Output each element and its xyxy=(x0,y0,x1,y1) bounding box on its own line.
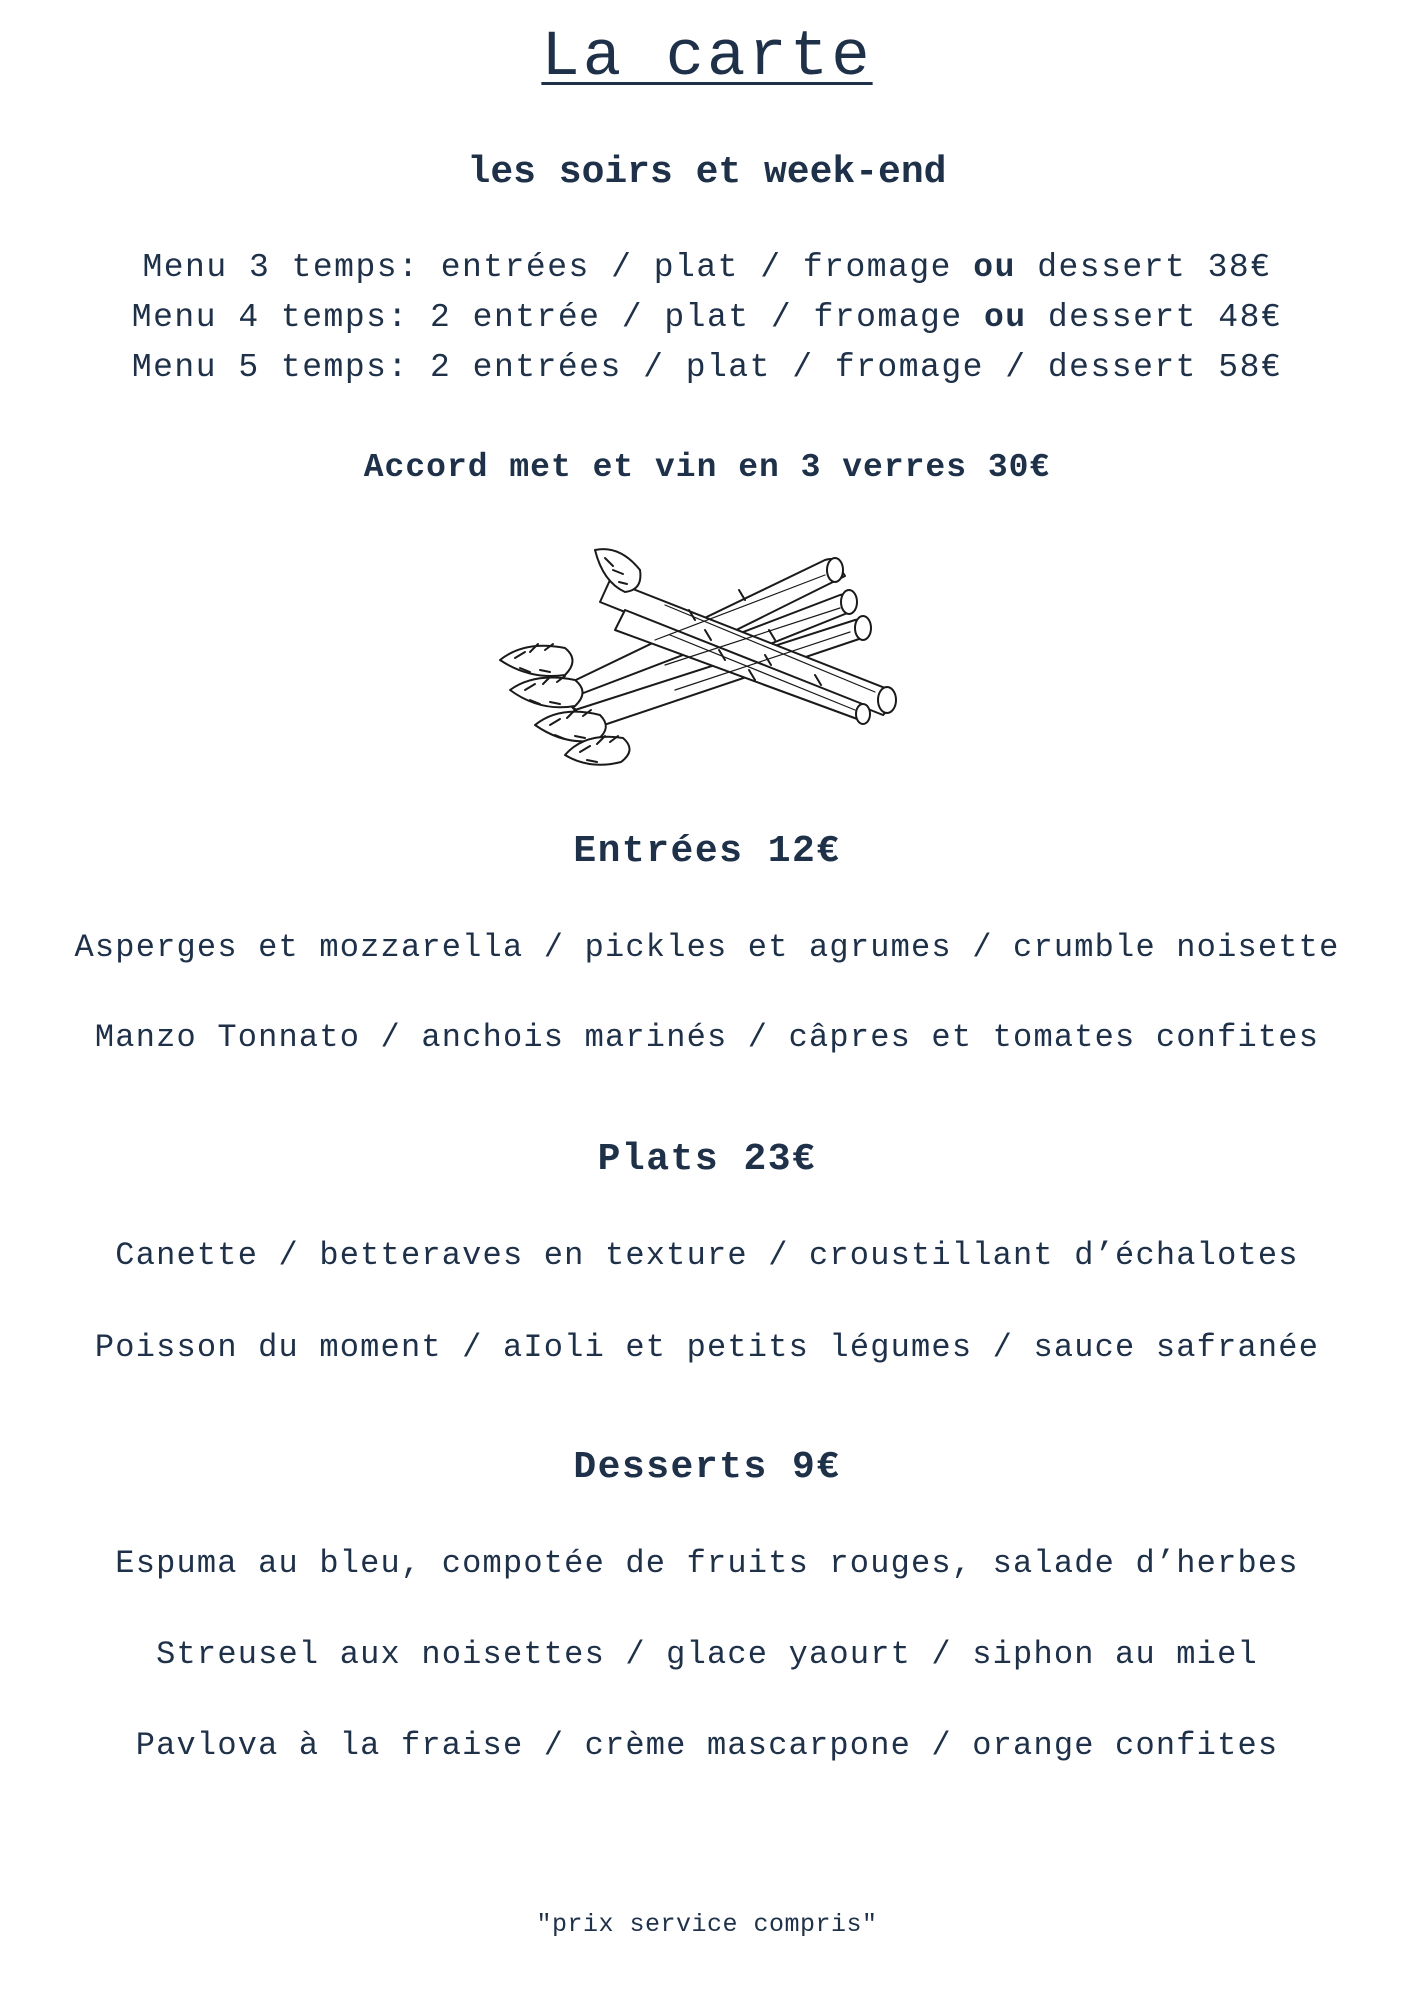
menu-text: dessert 48€ xyxy=(1026,299,1283,336)
menu-text: Menu 5 temps: 2 entrées / plat / fromage / dessert 58€ xyxy=(131,349,1283,386)
dish-dessert-2: Streusel aux noisettes / glace yaourt / siphon au miel xyxy=(156,1636,1258,1673)
service-note: "prix service compris" xyxy=(536,1910,878,1939)
menu-text: Menu 3 temps: entrées / plat / fromage xyxy=(142,249,974,286)
asparagus-illustration xyxy=(495,540,925,770)
menu-text: dessert 38€ xyxy=(1015,249,1272,286)
menu-subtitle: les soirs et week-end xyxy=(467,151,947,194)
page-title: La carte xyxy=(541,22,873,94)
section-title-desserts: Desserts 9€ xyxy=(573,1446,841,1489)
menu-text: Menu 4 temps: 2 entrée / plat / fromage xyxy=(131,299,984,336)
menu-or-emphasis: ou xyxy=(983,299,1027,336)
dish-plat-2: Poisson du moment / aIoli et petits légumes / sauce safranée xyxy=(94,1329,1320,1366)
menu-option-5-temps xyxy=(0,346,1414,390)
wine-pairing: Accord met et vin en 3 verres 30€ xyxy=(363,449,1051,486)
dish-dessert-1: Espuma au bleu, compotée de fruits rouges, salade d’herbes xyxy=(115,1545,1299,1582)
dish-plat-1: Canette / betteraves en texture / croustillant d’échalotes xyxy=(115,1237,1299,1274)
menu-option-3-temps xyxy=(0,246,1414,290)
menu-or-emphasis: ou xyxy=(973,249,1016,286)
section-title-plats: Plats 23€ xyxy=(597,1138,817,1181)
dish-entree-2: Manzo Tonnato / anchois marinés / câpres et tomates confites xyxy=(94,1019,1320,1056)
menu-option-4-temps xyxy=(0,296,1414,340)
section-title-entrees: Entrées 12€ xyxy=(573,830,841,873)
dish-dessert-3: Pavlova à la fraise / crème mascarpone / orange confites xyxy=(135,1727,1279,1764)
dish-entree-1: Asperges et mozzarella / pickles et agrumes / crumble noisette xyxy=(74,929,1340,966)
